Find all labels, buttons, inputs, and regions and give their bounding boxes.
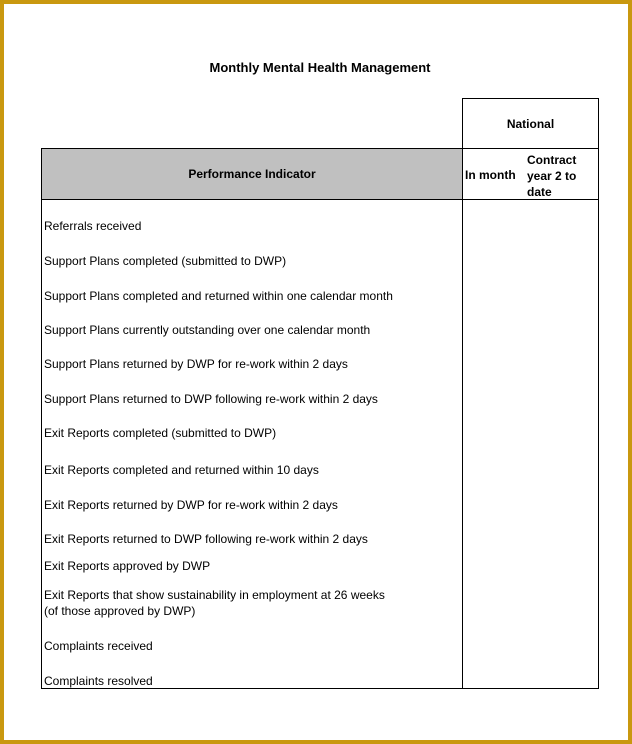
indicator-row-support-plans-completed-returned: Support Plans completed and returned within one calendar month xyxy=(44,289,393,303)
indicator-row-support-plans-returned-to-dwp: Support Plans returned to DWP following re-work within 2 days xyxy=(44,392,378,406)
indicator-row-support-plans-completed: Support Plans completed (submitted to DWP) xyxy=(44,254,287,268)
indicator-row-exit-reports-approved: Exit Reports approved by DWP xyxy=(44,559,211,573)
values-column-body xyxy=(462,199,599,689)
indicator-row-exit-reports-sustainability: Exit Reports that show sustainability in employment at 26 weeks (of those approved by DWP) xyxy=(44,588,385,618)
indicator-row-complaints-received: Complaints received xyxy=(44,639,153,653)
indicator-row-exit-reports-completed: Exit Reports completed (submitted to DWP) xyxy=(44,426,277,440)
national-header-cell xyxy=(462,98,599,149)
in-month-column-header: In month xyxy=(465,168,516,182)
indicator-row-support-plans-outstanding: Support Plans currently outstanding over one calendar month xyxy=(44,323,371,337)
indicator-row-exit-reports-completed-returned: Exit Reports completed and returned within 10 days xyxy=(44,463,319,477)
indicator-row-referrals-received: Referrals received xyxy=(44,219,142,233)
indicator-row-support-plans-returned-by-dwp: Support Plans returned by DWP for re-work within 2 days xyxy=(44,357,348,371)
contract-year-column-header: Contract year 2 to date xyxy=(527,153,577,199)
performance-indicator-label: Performance Indicator xyxy=(188,167,316,181)
indicator-row-exit-reports-returned-by-dwp: Exit Reports returned by DWP for re-work within 2 days xyxy=(44,498,338,512)
indicator-row-exit-reports-returned-to-dwp: Exit Reports returned to DWP following re-work within 2 days xyxy=(44,532,368,546)
value-columns-header-cell xyxy=(462,148,599,200)
national-label: National xyxy=(506,117,555,131)
indicator-row-complaints-resolved: Complaints resolved xyxy=(44,674,153,688)
performance-indicator-header-cell xyxy=(41,148,463,200)
document-title: Monthly Mental Health Management xyxy=(209,60,431,75)
